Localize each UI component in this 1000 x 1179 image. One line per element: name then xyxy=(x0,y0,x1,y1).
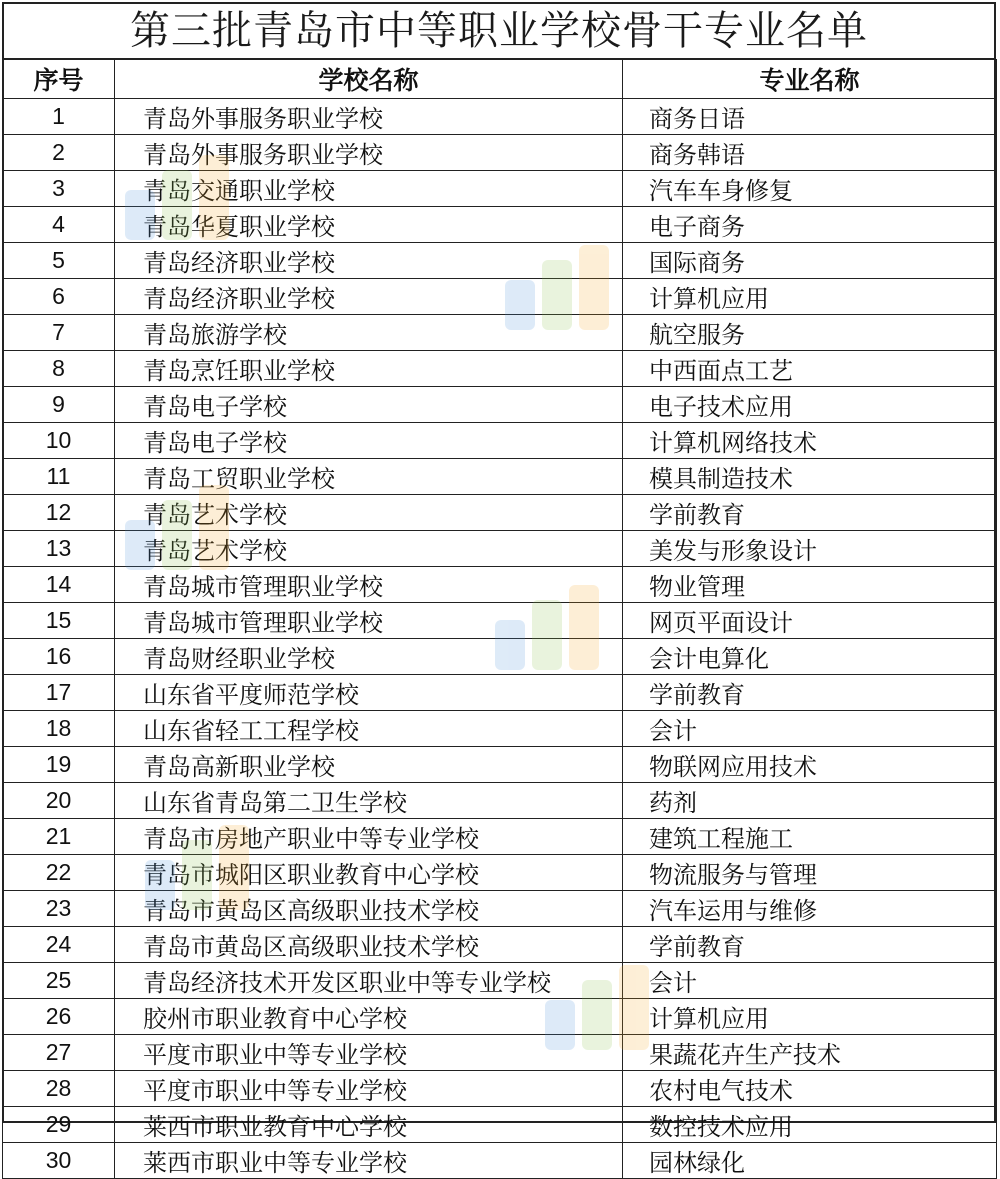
header-major: 专业名称 xyxy=(623,60,997,99)
table-row xyxy=(3,495,997,531)
school-name-cell: 青岛烹饪职业学校 xyxy=(115,351,623,387)
row-index-cell: 6 xyxy=(3,279,115,315)
row-index-cell: 17 xyxy=(3,675,115,711)
major-name-cell: 会计 xyxy=(623,963,997,999)
school-name-cell: 青岛经济技术开发区职业中等专业学校 xyxy=(115,963,623,999)
table-row xyxy=(3,675,997,711)
school-name-cell: 胶州市职业教育中心学校 xyxy=(115,999,623,1035)
school-name-cell: 青岛市城阳区职业教育中心学校 xyxy=(115,855,623,891)
table-row xyxy=(3,315,997,351)
school-name-cell: 青岛城市管理职业学校 xyxy=(115,603,623,639)
major-name-cell: 模具制造技术 xyxy=(623,459,997,495)
school-name-cell: 青岛市黄岛区高级职业技术学校 xyxy=(115,927,623,963)
table-row xyxy=(3,387,997,423)
major-name-cell: 学前教育 xyxy=(623,927,997,963)
row-index-cell: 25 xyxy=(3,963,115,999)
table-row xyxy=(3,207,997,243)
school-name-cell: 平度市职业中等专业学校 xyxy=(115,1035,623,1071)
row-index-cell: 5 xyxy=(3,243,115,279)
major-name-cell: 网页平面设计 xyxy=(623,603,997,639)
header-school: 学校名称 xyxy=(115,60,623,99)
row-index-cell: 21 xyxy=(3,819,115,855)
row-index-cell: 27 xyxy=(3,1035,115,1071)
school-name-cell: 青岛电子学校 xyxy=(115,387,623,423)
table-header xyxy=(3,60,997,99)
major-name-cell: 农村电气技术 xyxy=(623,1071,997,1107)
row-index-cell: 24 xyxy=(3,927,115,963)
table-row xyxy=(3,531,997,567)
row-index-cell: 14 xyxy=(3,567,115,603)
school-name-cell: 青岛艺术学校 xyxy=(115,531,623,567)
school-name-cell: 平度市职业中等专业学校 xyxy=(115,1071,623,1107)
major-name-cell: 电子技术应用 xyxy=(623,387,997,423)
major-name-cell: 建筑工程施工 xyxy=(623,819,997,855)
school-name-cell: 青岛市黄岛区高级职业技术学校 xyxy=(115,891,623,927)
major-name-cell: 物流服务与管理 xyxy=(623,855,997,891)
table-row xyxy=(3,135,997,171)
school-name-cell: 青岛城市管理职业学校 xyxy=(115,567,623,603)
school-name-cell: 青岛艺术学校 xyxy=(115,495,623,531)
row-index-cell: 4 xyxy=(3,207,115,243)
row-index-cell: 30 xyxy=(3,1143,115,1179)
table-row xyxy=(3,171,997,207)
major-name-cell: 国际商务 xyxy=(623,243,997,279)
major-name-cell: 学前教育 xyxy=(623,675,997,711)
row-index-cell: 9 xyxy=(3,387,115,423)
school-name-cell: 莱西市职业中等专业学校 xyxy=(115,1143,623,1179)
table-row xyxy=(3,99,997,135)
school-name-cell: 青岛外事服务职业学校 xyxy=(115,99,623,135)
table-row xyxy=(3,1143,997,1179)
row-index-cell: 13 xyxy=(3,531,115,567)
table-row xyxy=(3,1035,997,1071)
major-name-cell: 中西面点工艺 xyxy=(623,351,997,387)
school-name-cell: 青岛工贸职业学校 xyxy=(115,459,623,495)
document-frame xyxy=(2,2,996,1177)
table-row xyxy=(3,423,997,459)
row-index-cell: 20 xyxy=(3,783,115,819)
table-row xyxy=(3,891,997,927)
school-name-cell: 青岛高新职业学校 xyxy=(115,747,623,783)
school-name-cell: 青岛经济职业学校 xyxy=(115,279,623,315)
major-name-cell: 计算机网络技术 xyxy=(623,423,997,459)
major-name-cell: 商务韩语 xyxy=(623,135,997,171)
table-row xyxy=(3,819,997,855)
row-index-cell: 28 xyxy=(3,1071,115,1107)
row-index-cell: 16 xyxy=(3,639,115,675)
row-index-cell: 8 xyxy=(3,351,115,387)
major-name-cell: 计算机应用 xyxy=(623,279,997,315)
row-index-cell: 10 xyxy=(3,423,115,459)
school-name-cell: 青岛经济职业学校 xyxy=(115,243,623,279)
row-index-cell: 2 xyxy=(3,135,115,171)
major-name-cell: 美发与形象设计 xyxy=(623,531,997,567)
table-row xyxy=(3,963,997,999)
table-row xyxy=(3,279,997,315)
school-name-cell: 青岛外事服务职业学校 xyxy=(115,135,623,171)
major-name-cell: 航空服务 xyxy=(623,315,997,351)
majors-table xyxy=(2,59,997,1179)
row-index-cell: 26 xyxy=(3,999,115,1035)
major-name-cell: 学前教育 xyxy=(623,495,997,531)
table-row xyxy=(3,1071,997,1107)
table-row xyxy=(3,999,997,1035)
major-name-cell: 商务日语 xyxy=(623,99,997,135)
row-index-cell: 7 xyxy=(3,315,115,351)
header-row xyxy=(3,60,997,99)
school-name-cell: 青岛财经职业学校 xyxy=(115,639,623,675)
table-row xyxy=(3,855,997,891)
table-row xyxy=(3,243,997,279)
major-name-cell: 汽车运用与维修 xyxy=(623,891,997,927)
school-name-cell: 青岛旅游学校 xyxy=(115,315,623,351)
table-row xyxy=(3,567,997,603)
table-row xyxy=(3,747,997,783)
table-row xyxy=(3,603,997,639)
table-row xyxy=(3,783,997,819)
table-row xyxy=(3,351,997,387)
school-name-cell: 山东省青岛第二卫生学校 xyxy=(115,783,623,819)
table-row xyxy=(3,1107,997,1143)
row-index-cell: 18 xyxy=(3,711,115,747)
major-name-cell: 电子商务 xyxy=(623,207,997,243)
major-name-cell: 物业管理 xyxy=(623,567,997,603)
major-name-cell: 果蔬花卉生产技术 xyxy=(623,1035,997,1071)
school-name-cell: 山东省轻工工程学校 xyxy=(115,711,623,747)
school-name-cell: 青岛市房地产职业中等专业学校 xyxy=(115,819,623,855)
school-name-cell: 莱西市职业教育中心学校 xyxy=(115,1107,623,1143)
major-name-cell: 会计电算化 xyxy=(623,639,997,675)
major-name-cell: 数控技术应用 xyxy=(623,1107,997,1143)
table-row xyxy=(3,927,997,963)
header-index: 序号 xyxy=(3,60,115,99)
row-index-cell: 3 xyxy=(3,171,115,207)
major-name-cell: 计算机应用 xyxy=(623,999,997,1035)
school-name-cell: 青岛交通职业学校 xyxy=(115,171,623,207)
school-name-cell: 青岛电子学校 xyxy=(115,423,623,459)
major-name-cell: 汽车车身修复 xyxy=(623,171,997,207)
row-index-cell: 11 xyxy=(3,459,115,495)
table-row xyxy=(3,711,997,747)
major-name-cell: 药剂 xyxy=(623,783,997,819)
row-index-cell: 22 xyxy=(3,855,115,891)
major-name-cell: 物联网应用技术 xyxy=(623,747,997,783)
table-body xyxy=(3,99,997,1179)
school-name-cell: 青岛华夏职业学校 xyxy=(115,207,623,243)
row-index-cell: 12 xyxy=(3,495,115,531)
row-index-cell: 23 xyxy=(3,891,115,927)
row-index-cell: 1 xyxy=(3,99,115,135)
row-index-cell: 29 xyxy=(3,1107,115,1143)
table-row xyxy=(3,639,997,675)
page-title: 第三批青岛市中等职业学校骨干专业名单 xyxy=(4,4,994,59)
major-name-cell: 园林绿化 xyxy=(623,1143,997,1179)
major-name-cell: 会计 xyxy=(623,711,997,747)
table-row xyxy=(3,459,997,495)
school-name-cell: 山东省平度师范学校 xyxy=(115,675,623,711)
row-index-cell: 19 xyxy=(3,747,115,783)
row-index-cell: 15 xyxy=(3,603,115,639)
